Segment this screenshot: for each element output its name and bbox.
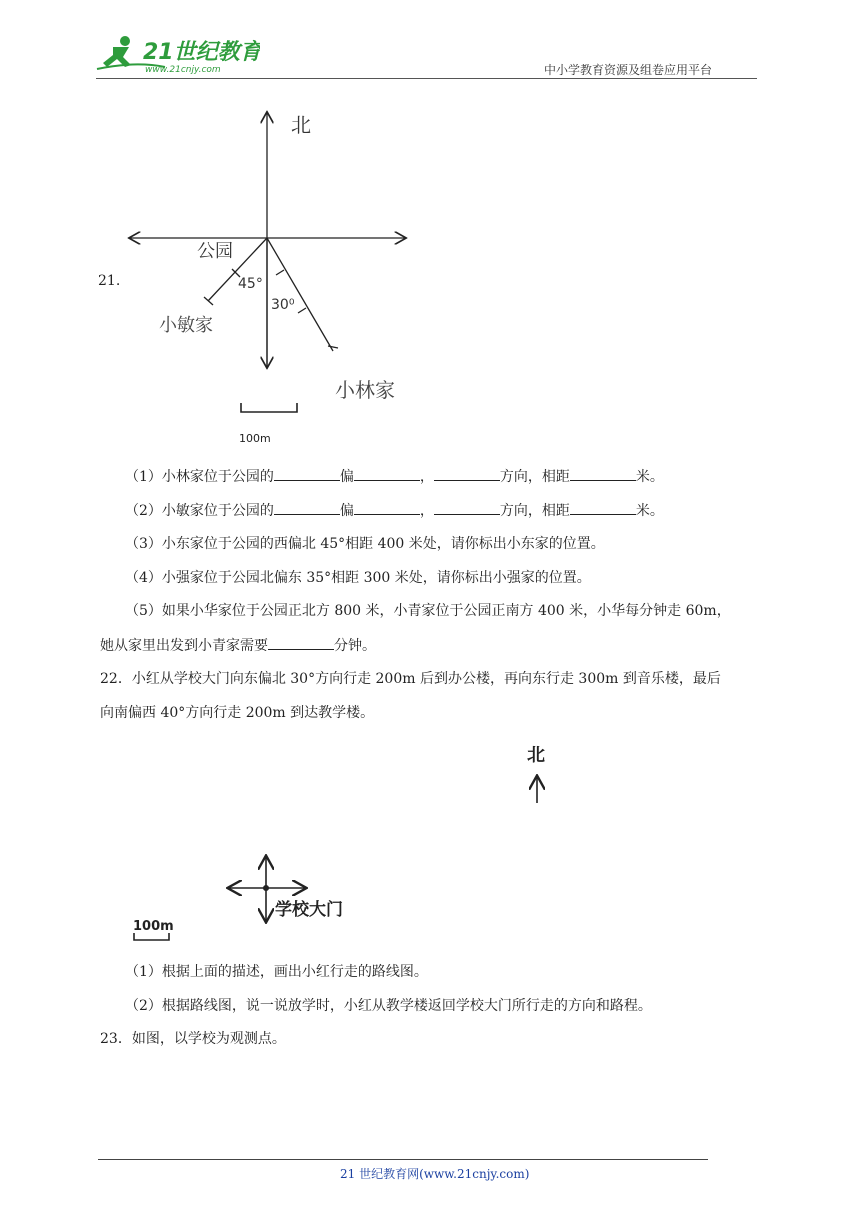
- angle-label-30: 30⁰: [271, 297, 295, 313]
- xiaolin-label: 小林家: [335, 378, 395, 402]
- answer-blank[interactable]: [434, 500, 500, 515]
- q21-sub1: （1）小林家位于公园的 偏 ， 方向，相距 米。: [125, 466, 664, 487]
- answer-blank[interactable]: [570, 466, 636, 481]
- q21-sub4: （4）小强家位于公园北偏东 35°相距 300 米处，请你标出小强家的位置。: [125, 570, 591, 586]
- gate-point: [263, 885, 269, 891]
- scale-label: 100m: [239, 432, 271, 445]
- scale-bar: [241, 403, 297, 412]
- gate-label: 学校大门: [275, 900, 343, 920]
- answer-blank[interactable]: [354, 500, 420, 515]
- scale-bar: [134, 933, 169, 940]
- q21-sub2: （2）小敏家位于公园的 偏 ， 方向，相距 米。: [125, 500, 664, 521]
- park-label: 公园: [197, 241, 233, 262]
- tick-mark: [298, 308, 306, 313]
- q22-text-line1: 22．小红从学校大门向东偏北 30°方向行走 200m 后到办公楼，再向东行走 300m 到音乐楼，最后: [100, 671, 721, 687]
- footer-link[interactable]: 21 世纪教育网(www.21cnjy.com): [340, 1167, 530, 1181]
- q23-text-line1: 23．如图，以学校为观测点。: [100, 1031, 286, 1047]
- logo-title: 21世纪教育: [143, 40, 260, 65]
- answer-blank[interactable]: [434, 466, 500, 481]
- answer-blank[interactable]: [570, 500, 636, 515]
- header-divider: [96, 78, 757, 79]
- q22-map-diagram: [125, 735, 565, 950]
- xiaomin-label: 小敏家: [159, 315, 213, 336]
- q21-compass-diagram: [125, 105, 425, 450]
- north-label: 北: [291, 113, 311, 137]
- answer-blank[interactable]: [274, 466, 340, 481]
- tick-mark: [204, 297, 213, 305]
- scale-label: 100m: [133, 919, 174, 934]
- site-logo: [95, 33, 260, 79]
- q22-sub1: （1）根据上面的描述，画出小红行走的路线图。: [125, 964, 428, 980]
- ray-xiaolin: [267, 238, 333, 351]
- site-name: 中小学教育资源及组卷应用平台: [544, 63, 713, 77]
- q21-sub3: （3）小东家位于公园的西偏北 45°相距 400 米处，请你标出小东家的位置。: [125, 536, 605, 552]
- footer-divider: [98, 1159, 708, 1160]
- q21-sub5-line2: 她从家里出发到小青家需要 分钟。: [100, 635, 376, 656]
- answer-blank[interactable]: [354, 466, 420, 481]
- q22-sub2: （2）根据路线图，说一说放学时，小红从教学楼返回学校大门所行走的方向和路程。: [125, 998, 652, 1014]
- tick-mark: [328, 346, 338, 348]
- q21-sub5-line1: （5）如果小华家位于公园正北方 800 米，小青家位于公园正南方 400 米，小华每分钟走 60m，: [125, 603, 731, 619]
- north-label: 北: [527, 745, 545, 766]
- answer-blank[interactable]: [274, 500, 340, 515]
- tick-mark: [276, 270, 284, 275]
- logo-url: www.21cnjy.com: [145, 65, 221, 75]
- answer-blank[interactable]: [268, 635, 334, 650]
- question-number-21: 21.: [98, 273, 121, 289]
- q22-text-line2: 向南偏西 40°方向行走 200m 到达教学楼。: [100, 705, 375, 721]
- angle-label-45: 45°: [238, 276, 263, 292]
